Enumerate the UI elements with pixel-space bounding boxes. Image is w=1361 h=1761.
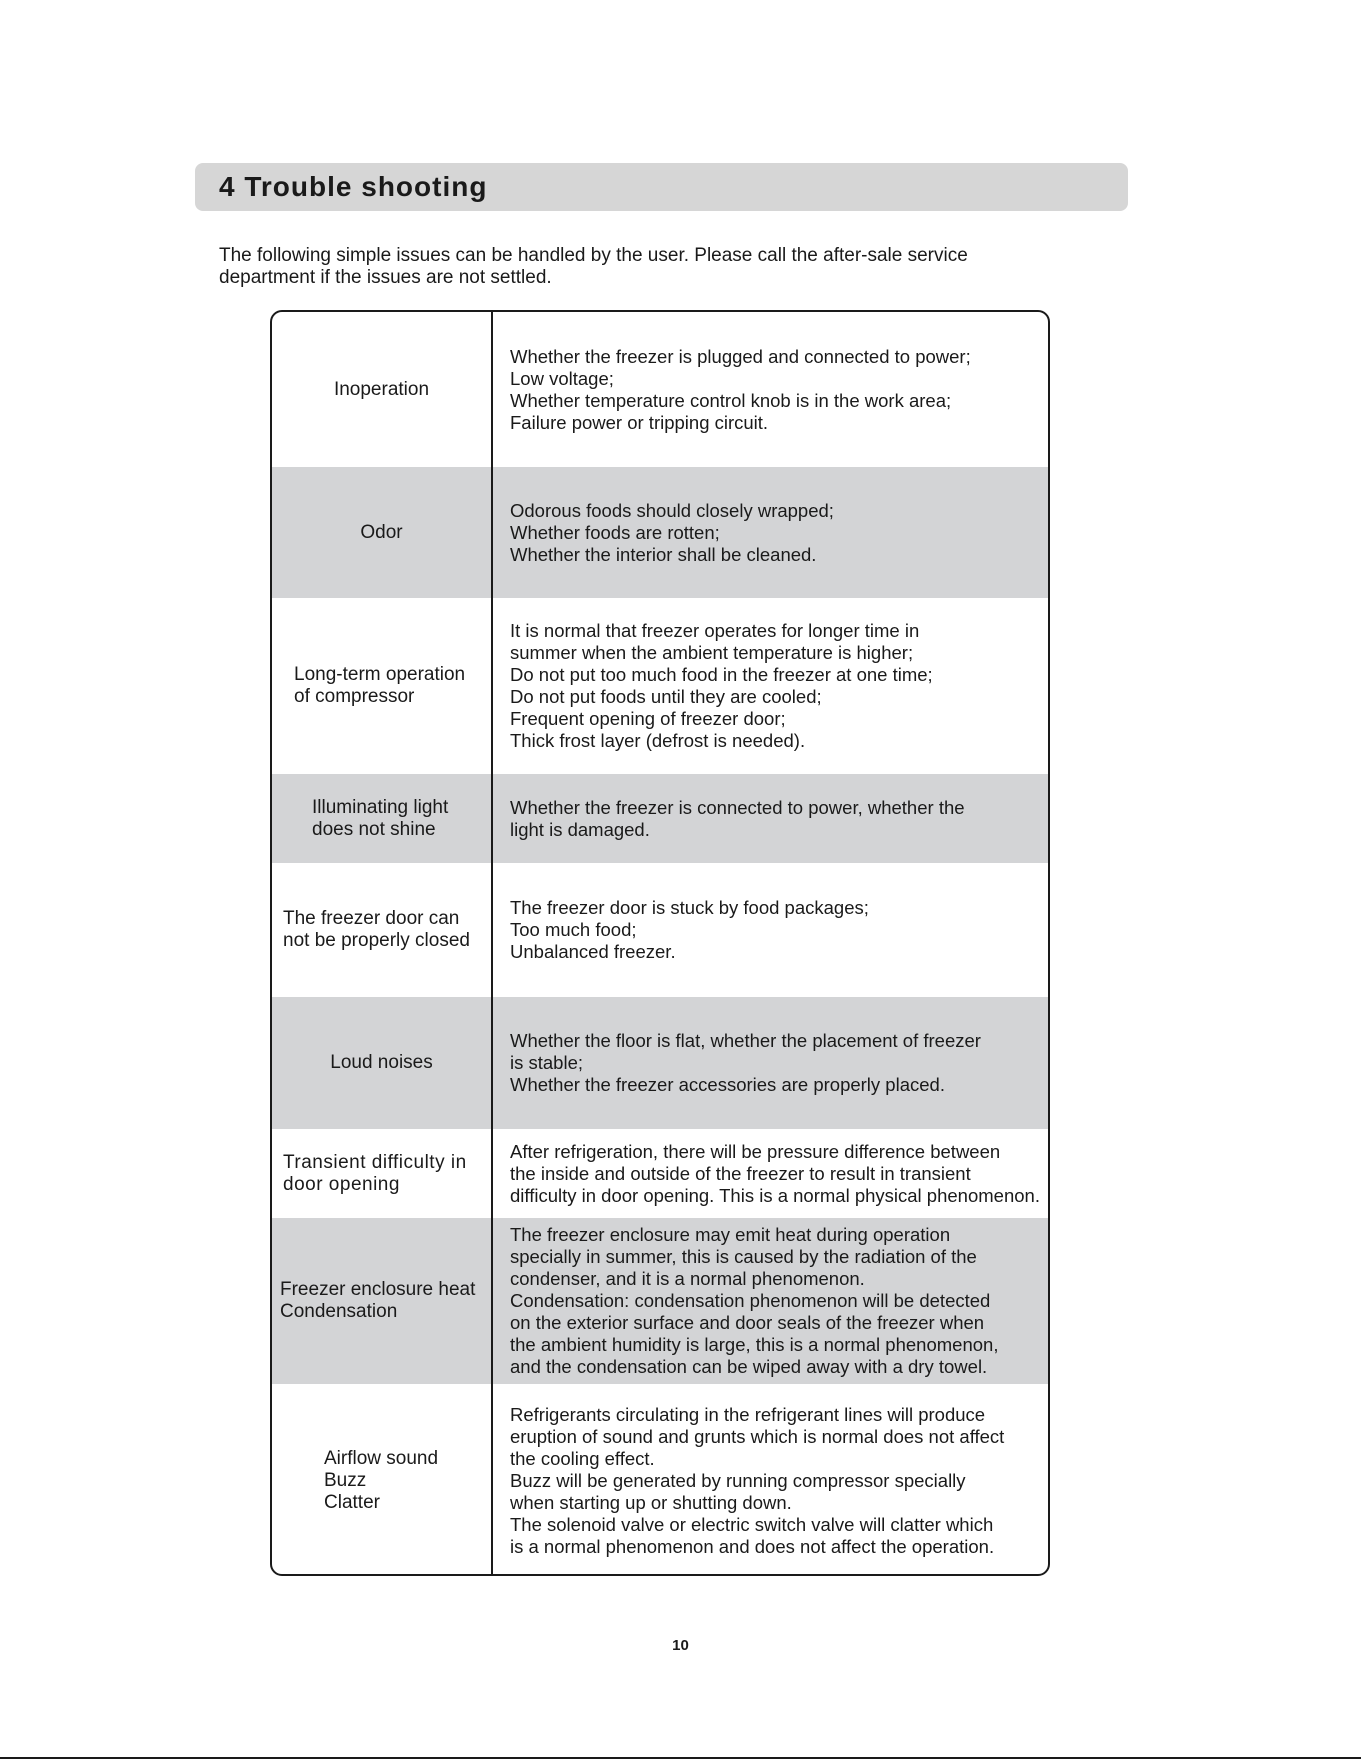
detail-cell [510,312,1048,467]
detail-cell [510,774,1048,863]
table-row [272,997,1048,1129]
detail-cell [510,1384,1048,1576]
issue-text: Loud noises [330,1052,433,1073]
issue-cell [272,997,491,1129]
issue-text: Transient difficulty in door opening [283,1151,467,1195]
issue-cell [272,312,491,467]
section-title: 4 Trouble shooting [219,171,488,202]
detail-cell [510,997,1048,1129]
issue-text: Long-term operation of compressor [294,664,466,707]
issue-text: Freezer enclosure heat Condensation [280,1279,476,1322]
detail-text: Odorous foods should closely wrapped; Whether foods are rotten; Whether the interior shall be cleaned. [510,499,834,565]
issue-cell [272,467,491,598]
troubleshooting-table [270,310,1050,1576]
issue-cell [272,863,491,997]
section-header-bar [195,163,1128,211]
issue-text: Odor [360,521,403,543]
issue-text: Illuminating light does not shine [312,796,449,840]
table-row [272,467,1048,598]
detail-text: Whether the floor is flat, whether the placement of freezer is stable; Whether the freezer accessories are properly placed. [510,1030,981,1095]
bottom-rule [0,1757,1361,1759]
detail-text: After refrigeration, there will be pressure difference between the inside and outside of the freezer to result in transient difficulty in door opening. This is a normal physical phenomenon. [510,1140,1040,1206]
detail-cell [510,1129,1050,1218]
detail-cell [510,863,1048,997]
issue-cell [272,1218,491,1384]
detail-text: Whether the freezer is connected to power, whether the light is damaged. [510,796,965,840]
detail-cell [510,1218,1048,1384]
intro-paragraph: The following simple issues can be handled by the user. Please call the after-sale service department if the issues are not settled. [219,245,968,288]
detail-cell [510,467,1048,598]
table-row [272,312,1048,467]
detail-cell [510,598,1048,774]
detail-text: The freezer enclosure may emit heat during operation specially in summer, this is caused by the radiation of the condenser, and it is a normal phenomenon. Condensation: condensation phenomenon will be detected on the exterior surface and door seals of the freezer when the ambient humidity is large, this is a normal phenomenon, and the condensation can be wiped away with a dry towel. [510,1224,999,1377]
page-number: 10 [672,1637,689,1654]
table-row [272,1384,1048,1576]
detail-text: It is normal that freezer operates for longer time in summer when the ambient temperature is higher; Do not put too much food in the freezer at one time; Do not put foods until they are cooled; Frequent opening of freezer door; Thick frost layer (defrost is needed). [510,620,933,751]
table-row [272,598,1048,774]
table-row [272,1218,1048,1384]
detail-text: Whether the freezer is plugged and connected to power; Low voltage; Whether temperature control knob is in the work area; Failure power or tripping circuit. [510,345,971,433]
detail-text: The freezer door is stuck by food packages; Too much food; Unbalanced freezer. [510,897,869,962]
table-row [272,1129,1048,1218]
issue-text: The freezer door can not be properly closed [283,908,470,951]
table-row [272,863,1048,997]
column-divider [491,312,493,1574]
issue-text: Airflow sound Buzz Clatter [324,1448,439,1513]
issue-cell [272,1384,491,1576]
issue-cell [272,774,491,863]
issue-cell [272,598,491,774]
table-row [272,774,1048,863]
issue-cell [272,1129,491,1218]
detail-text: Refrigerants circulating in the refrigerant lines will produce eruption of sound and grunts which is normal does not affect the cooling effect. Buzz will be generated by running compressor specially when starting up or shutting down. The solenoid valve or electric switch valve will clatter which is a normal phenomenon and does not affect the operation. [510,1404,1005,1557]
issue-text: Inoperation [333,378,430,400]
